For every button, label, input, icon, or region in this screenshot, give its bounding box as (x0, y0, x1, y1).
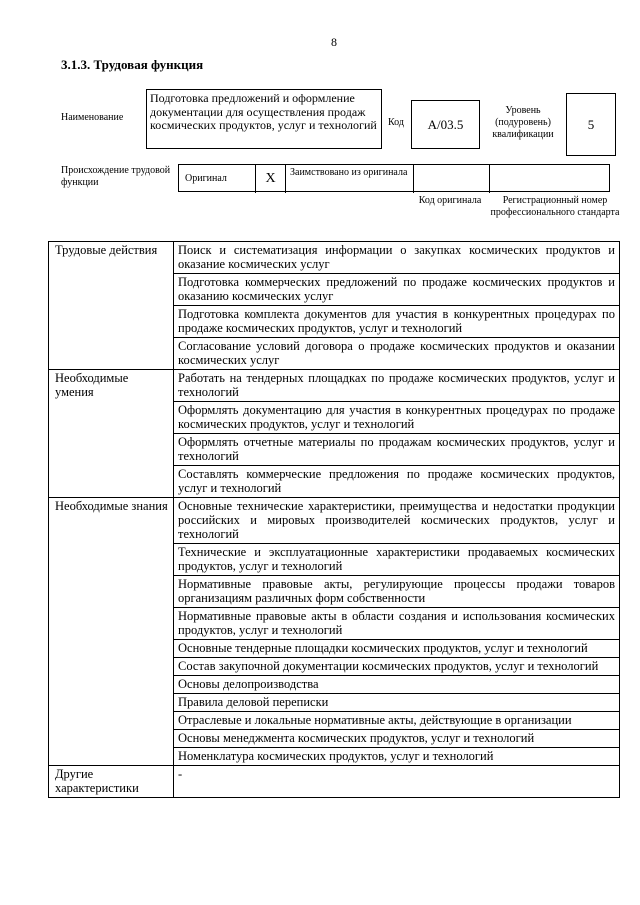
item-cell: Состав закупочной документации космических продуктов, услуг и технологий (174, 658, 620, 676)
item-cell: Нормативные правовые акты в области создания и использования космических продуктов, услуг и технологий (174, 608, 620, 640)
item-cell: Составлять коммерческие предложения по продаже космических продуктов, услуг и технологий (174, 466, 620, 498)
code-label: Код (388, 117, 404, 128)
category-cell: Другие характеристики (49, 766, 174, 798)
table-row (49, 766, 620, 798)
function-name: Подготовка предложений и оформление документации для осуществления продаж космических продуктов, услуг и технологий (150, 91, 377, 132)
reg-number-cell (489, 165, 611, 193)
item-cell: Основы делопроизводства (174, 676, 620, 694)
origin-row (178, 164, 610, 192)
item-cell: Основные тендерные площадки космических продуктов, услуг и технологий (174, 640, 620, 658)
reg-number-label: Регистрационный номер профессионального стандарта (490, 195, 620, 218)
item-cell: Оформлять отчетные материалы по продажам космических продуктов, услуг и технологий (174, 434, 620, 466)
level-label: Уровень (подуровень) квалификации (492, 105, 554, 140)
original-mark: X (255, 165, 285, 193)
original-label: Оригинал (185, 173, 227, 184)
item-cell: Согласование условий договора о продаже космических продуктов и оказании космических услуг (174, 338, 620, 370)
section-heading: 3.1.3. Трудовая функция (61, 57, 204, 72)
item-cell: Основные технические характеристики, преимущества и недостатки продукции российских и мировых производителей космических продуктов, услуг и технологий (174, 498, 620, 544)
item-cell: Отраслевые и локальные нормативные акты, действующие в организации (174, 712, 620, 730)
item-cell: Номенклатура космических продуктов, услуг и технологий (174, 748, 620, 766)
item-cell: Основы менеджмента космических продуктов, услуг и технологий (174, 730, 620, 748)
qualification-level-box (566, 93, 616, 156)
origin-label: Происхождение трудовой функции (61, 165, 171, 188)
category-cell: Трудовые действия (49, 242, 174, 370)
item-cell: - (174, 766, 620, 798)
function-name-box (146, 89, 382, 149)
original-code-cell (413, 165, 489, 193)
table-row (49, 370, 620, 402)
item-cell: Правила деловой переписки (174, 694, 620, 712)
table-row (49, 498, 620, 544)
page-number: 8 (331, 35, 337, 49)
orig-code-label: Код оригинала (418, 195, 482, 206)
item-cell: Нормативные правовые акты, регулирующие процессы продажи товаров организациям различных форм собственности (174, 576, 620, 608)
name-label: Наименование (61, 112, 124, 123)
qualification-level: 5 (587, 116, 595, 132)
borrowed-label: Заимствовано из оригинала (285, 165, 413, 193)
function-table (48, 241, 620, 798)
item-cell: Подготовка комплекта документов для участия в конкурентных процедурах по продаже космических продуктов, услуг и технологий (174, 306, 620, 338)
item-cell: Подготовка коммерческих предложений по продаже космических продуктов и оказанию космических услуг (174, 274, 620, 306)
table-row (49, 242, 620, 274)
item-cell: Поиск и систематизация информации о закупках космических продуктов и оказание космических услуг (174, 242, 620, 274)
item-cell: Работать на тендерных площадках по продаже космических продуктов, услуг и технологий (174, 370, 620, 402)
item-cell: Технические и эксплуатационные характеристики продаваемых космических продуктов, услуг и технологий (174, 544, 620, 576)
function-code-box (411, 100, 480, 149)
item-cell: Оформлять документацию для участия в конкурентных процедурах по продаже космических продуктов, услуг и технологий (174, 402, 620, 434)
function-code: А/03.5 (427, 116, 464, 132)
category-cell: Необходимые знания (49, 498, 174, 766)
category-cell: Необходимые умения (49, 370, 174, 498)
